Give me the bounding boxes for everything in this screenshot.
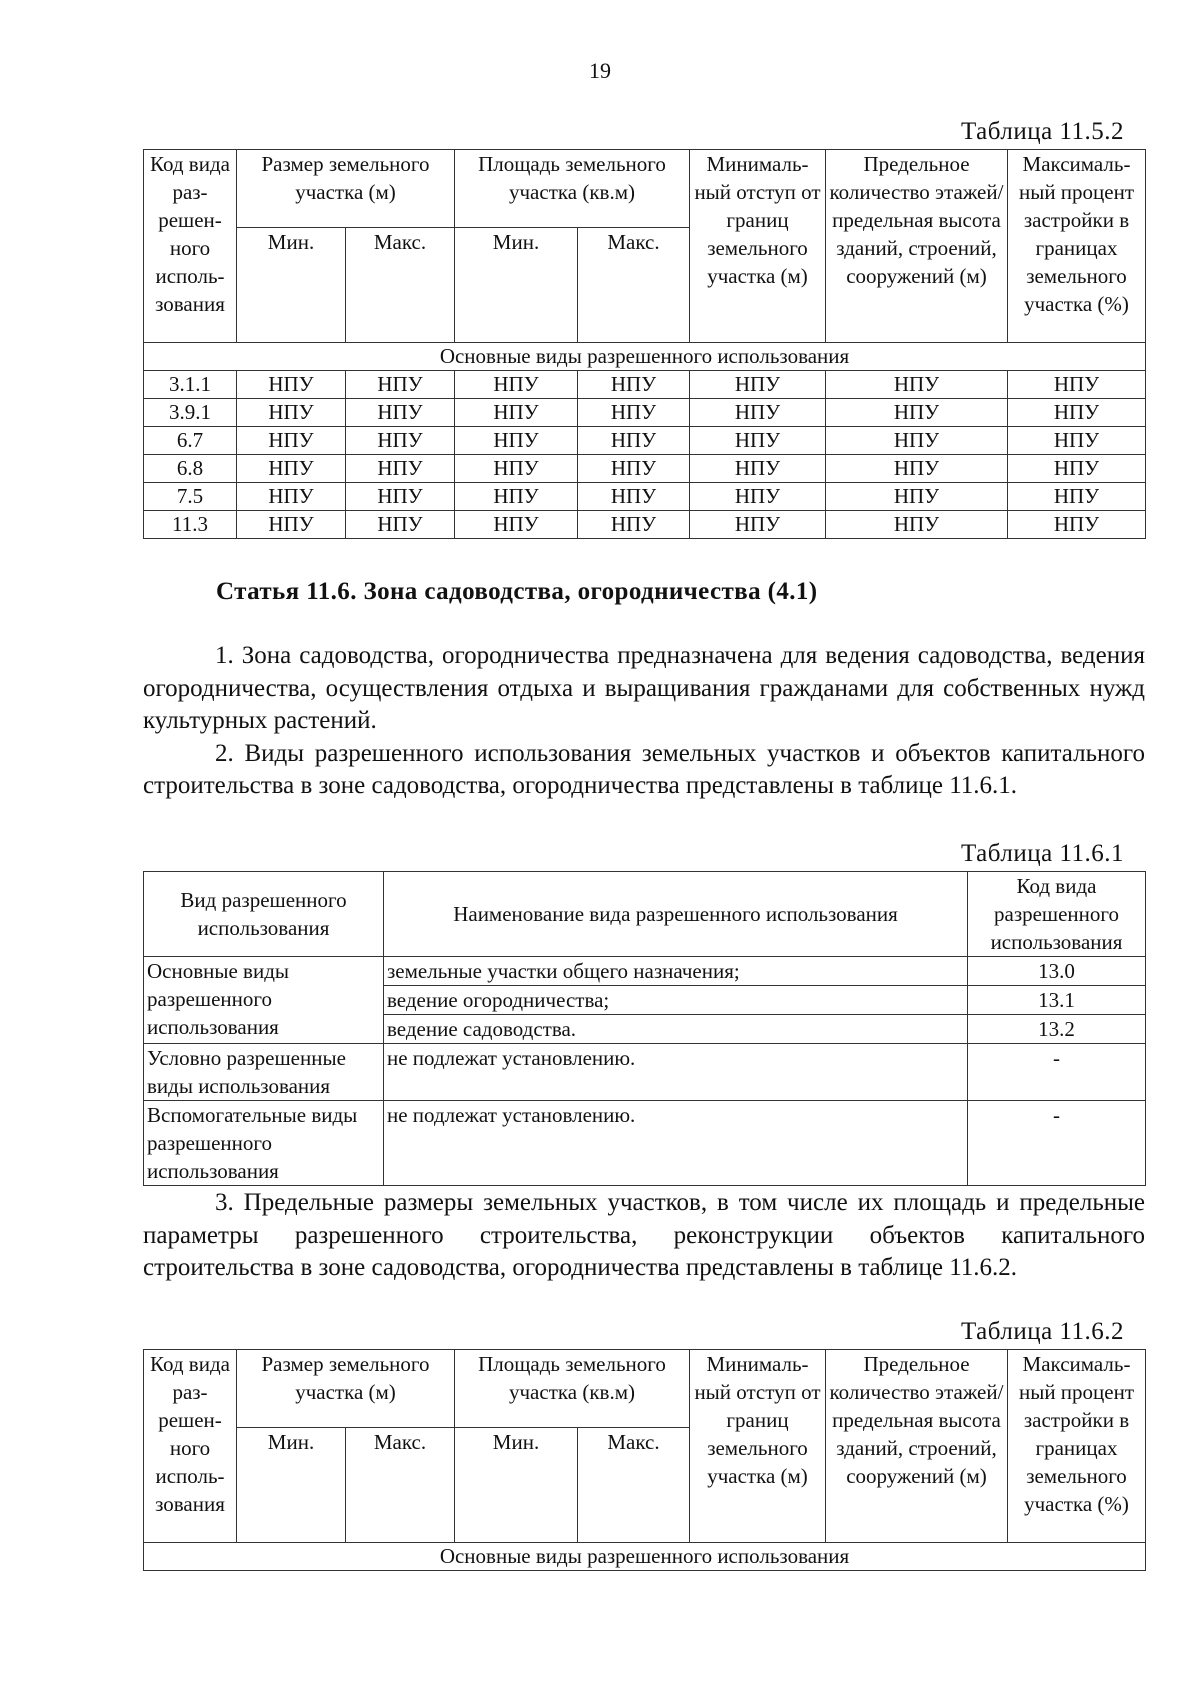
header-min: Мин. — [237, 1428, 346, 1543]
main-types-label: Основные виды разрешенного использования — [144, 957, 384, 1044]
table-row — [144, 427, 1146, 455]
cell: НПУ — [455, 399, 578, 427]
cell: НПУ — [455, 371, 578, 399]
use-code: 13.2 — [968, 1015, 1146, 1044]
table-row — [144, 483, 1146, 511]
auxiliary-types-label: Вспомогательные виды разрешенного использования — [144, 1101, 384, 1186]
paragraph-2: 2. Виды разрешенного использования земельных участков и объектов капитального строительства в зоне садоводства, огородничества представлены в таблице 11.6.1. — [143, 739, 1145, 799]
table-row — [144, 957, 1146, 986]
header-min: Мин. — [455, 1428, 578, 1543]
use-name: ведение огородничества; — [384, 986, 968, 1015]
cell: НПУ — [690, 483, 826, 511]
table-row — [144, 511, 1146, 539]
header-max: Макс. — [346, 228, 455, 343]
cell: НПУ — [346, 511, 455, 539]
cell: НПУ — [578, 371, 690, 399]
cell: НПУ — [578, 399, 690, 427]
row-code: 11.3 — [144, 511, 237, 539]
header-max: Макс. — [578, 228, 690, 343]
section-row: Основные виды разрешенного использования — [144, 1543, 1146, 1571]
table-row — [144, 1101, 1146, 1186]
cell: НПУ — [237, 483, 346, 511]
header-max: Макс. — [346, 1428, 455, 1543]
header-size: Размер земельного участка (м) — [237, 1350, 455, 1428]
header-code: Код вида раз-решен-ного исполь-зования — [144, 1350, 237, 1543]
table-caption: Таблица 11.6.2 — [961, 1318, 1124, 1345]
cell: НПУ — [690, 511, 826, 539]
cell: НПУ — [578, 427, 690, 455]
page-number: 19 — [589, 58, 611, 83]
row-code: 6.7 — [144, 427, 237, 455]
cell: НПУ — [578, 483, 690, 511]
header-min: Мин. — [455, 228, 578, 343]
cell: НПУ — [578, 511, 690, 539]
cell: НПУ — [826, 511, 1008, 539]
table-row — [144, 455, 1146, 483]
header-area: Площадь земельного участка (кв.м) — [455, 1350, 690, 1428]
cell: НПУ — [1008, 427, 1146, 455]
header-offset: Минималь-ный отступ от границ земельного участка (м) — [690, 1350, 826, 1543]
cell: НПУ — [578, 455, 690, 483]
article-heading: Статья 11.6. Зона садоводства, огородничества (4.1) — [216, 578, 818, 605]
cell: НПУ — [1008, 399, 1146, 427]
section-row: Основные виды разрешенного использования — [144, 343, 1146, 371]
table-caption: Таблица 11.5.2 — [961, 118, 1124, 145]
cell: НПУ — [346, 427, 455, 455]
use-name: земельные участки общего назначения; — [384, 957, 968, 986]
paragraph-block-2 — [143, 1187, 1145, 1285]
paragraph-3: 3. Предельные размеры земельных участков, в том числе их площадь и предельные параметры разрешенного строительства, реконструкции объектов капитального строительства в зоне садоводства, огородничества представлены в таблице 11.6.2. — [143, 1189, 1145, 1281]
header-floors: Предельное количество этажей/ предельная высота зданий, строений, сооружений (м) — [826, 1350, 1008, 1543]
header-max: Макс. — [578, 1428, 690, 1543]
cell: НПУ — [455, 483, 578, 511]
cell: НПУ — [690, 455, 826, 483]
cell: НПУ — [690, 371, 826, 399]
cell: НПУ — [237, 427, 346, 455]
cell: НПУ — [237, 511, 346, 539]
row-code: 6.8 — [144, 455, 237, 483]
header-percent: Максималь-ный процент застройки в границах земельного участка (%) — [1008, 150, 1146, 343]
table-row — [144, 1044, 1146, 1101]
paragraph-block-1 — [143, 640, 1145, 803]
cell: НПУ — [690, 399, 826, 427]
table-row — [144, 399, 1146, 427]
cell: НПУ — [346, 371, 455, 399]
row-code: 3.1.1 — [144, 371, 237, 399]
use-name: не подлежат установлению. — [384, 1101, 968, 1186]
header-offset: Минималь-ный отступ от границ земельного участка (м) — [690, 150, 826, 343]
row-code: 7.5 — [144, 483, 237, 511]
cell: НПУ — [1008, 371, 1146, 399]
cell: НПУ — [690, 427, 826, 455]
header-type: Вид разрешенного использования — [144, 872, 384, 957]
cell: НПУ — [1008, 455, 1146, 483]
parameters-table-11-5-2 — [143, 149, 1146, 539]
header-size: Размер земельного участка (м) — [237, 150, 455, 228]
cell: НПУ — [346, 455, 455, 483]
use-types-table-11-6-1 — [143, 871, 1146, 1186]
header-area: Площадь земельного участка (кв.м) — [455, 150, 690, 228]
header-code: Код вида раз-решен-ного исполь-зования — [144, 150, 237, 343]
header-code: Код вида разрешенного использования — [968, 872, 1146, 957]
cell: НПУ — [1008, 483, 1146, 511]
cell: НПУ — [826, 399, 1008, 427]
cell: НПУ — [237, 371, 346, 399]
cell: НПУ — [455, 455, 578, 483]
conditional-types-label: Условно разрешенные виды использования — [144, 1044, 384, 1101]
use-code: 13.0 — [968, 957, 1146, 986]
cell: НПУ — [346, 483, 455, 511]
row-code: 3.9.1 — [144, 399, 237, 427]
use-code: - — [968, 1044, 1146, 1101]
paragraph-1: 1. Зона садоводства, огородничества предназначена для ведения садоводства, ведения огородничества, осуществления отдыха и выращивания гражданами для собственных нужд культурных растений. — [143, 642, 1145, 734]
use-code: - — [968, 1101, 1146, 1186]
parameters-table-11-6-2 — [143, 1349, 1146, 1571]
cell: НПУ — [237, 399, 346, 427]
use-name: не подлежат установлению. — [384, 1044, 968, 1101]
cell: НПУ — [826, 483, 1008, 511]
use-name: ведение садоводства. — [384, 1015, 968, 1044]
header-floors: Предельное количество этажей/ предельная высота зданий, строений, сооружений (м) — [826, 150, 1008, 343]
cell: НПУ — [237, 455, 346, 483]
header-percent: Максималь-ный процент застройки в границах земельного участка (%) — [1008, 1350, 1146, 1543]
cell: НПУ — [346, 399, 455, 427]
table-caption: Таблица 11.6.1 — [961, 840, 1124, 867]
cell: НПУ — [826, 371, 1008, 399]
table-row — [144, 371, 1146, 399]
cell: НПУ — [1008, 511, 1146, 539]
cell: НПУ — [826, 427, 1008, 455]
cell: НПУ — [826, 455, 1008, 483]
use-code: 13.1 — [968, 986, 1146, 1015]
cell: НПУ — [455, 427, 578, 455]
header-min: Мин. — [237, 228, 346, 343]
cell: НПУ — [455, 511, 578, 539]
header-name: Наименование вида разрешенного использования — [384, 872, 968, 957]
